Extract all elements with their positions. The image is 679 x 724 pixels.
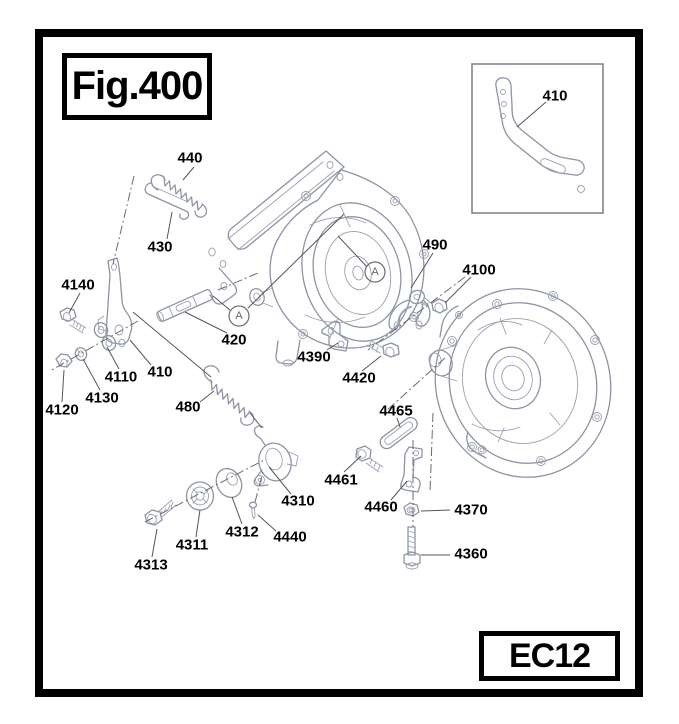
part-4370-nut [404,503,419,516]
part-4310-governor-arm [254,426,298,486]
part-label-440: 440 [177,149,203,167]
leader-line [130,340,151,365]
part-label-420: 420 [221,331,247,349]
part-label-4140: 4140 [61,276,95,294]
leader-line [421,510,450,511]
figure-number-box [62,53,212,120]
leader-line [107,347,119,369]
part-4120-nut [56,354,72,367]
part-label-4313: 4313 [134,556,168,574]
model-code: EC12 [508,636,591,675]
leader-line [196,510,200,537]
part-label-4390: 4390 [297,348,331,366]
model-code-box [479,631,620,681]
inset-detail-box [472,64,603,213]
part-4311-governor-disc [187,482,214,510]
part-480-tension-spring [204,366,254,425]
part-410-lever [98,258,132,347]
part-label-410: 410 [542,87,568,105]
part-490-governor-fork [389,288,430,330]
part-label-490: 490 [422,236,448,254]
leader-line [344,456,361,472]
part-label-480: 480 [175,398,201,416]
leader-line [200,391,214,402]
part-label-4360: 4360 [454,545,488,563]
part-4130-lock-washer [74,346,89,362]
part-label-4370: 4370 [454,501,488,519]
figure-number: Fig.400 [71,64,203,108]
leader-line [232,497,242,524]
leader-line [62,370,64,402]
leader-line [183,167,194,180]
part-label-4460: 4460 [364,498,398,516]
leader-line [152,529,157,557]
centerlines [50,176,465,527]
part-label-4440: 4440 [273,528,307,546]
part-label-4461: 4461 [324,471,358,489]
detail-marker-letter: A [371,266,379,278]
part-4312-washer [211,464,246,502]
leader-line [83,359,100,390]
leader-line [167,212,172,239]
part-420-governor-rod [155,289,213,323]
part-label-4100: 4100 [462,261,496,279]
part-label-4312: 4312 [225,523,259,541]
part-4313-bolt [145,500,176,525]
part-4420-bolt [367,340,399,358]
part-label-4420: 4420 [342,369,376,387]
part-4461-bolt [356,446,383,472]
part-4360-bolt [404,527,420,569]
part-4140-bolt [60,308,86,333]
part-430-rod [145,183,188,219]
part-label-4110: 4110 [104,368,138,386]
part-label-4465: 4465 [379,402,413,420]
part-label-4311: 4311 [175,536,209,554]
part-label-430: 430 [147,238,173,256]
part-440-tension-spring [151,175,206,217]
part-label-4120: 4120 [45,401,79,419]
part-4110-collars [92,321,117,353]
part-label-4130: 4130 [85,389,119,407]
detail-marker-letter: A [235,310,243,322]
leader-line [185,312,227,333]
part-label-410: 410 [147,363,173,381]
leader-line [445,277,471,303]
part-label-4310: 4310 [281,492,315,510]
crankcase-bolt-bosses [299,192,429,339]
part-4440-screw [250,502,257,519]
